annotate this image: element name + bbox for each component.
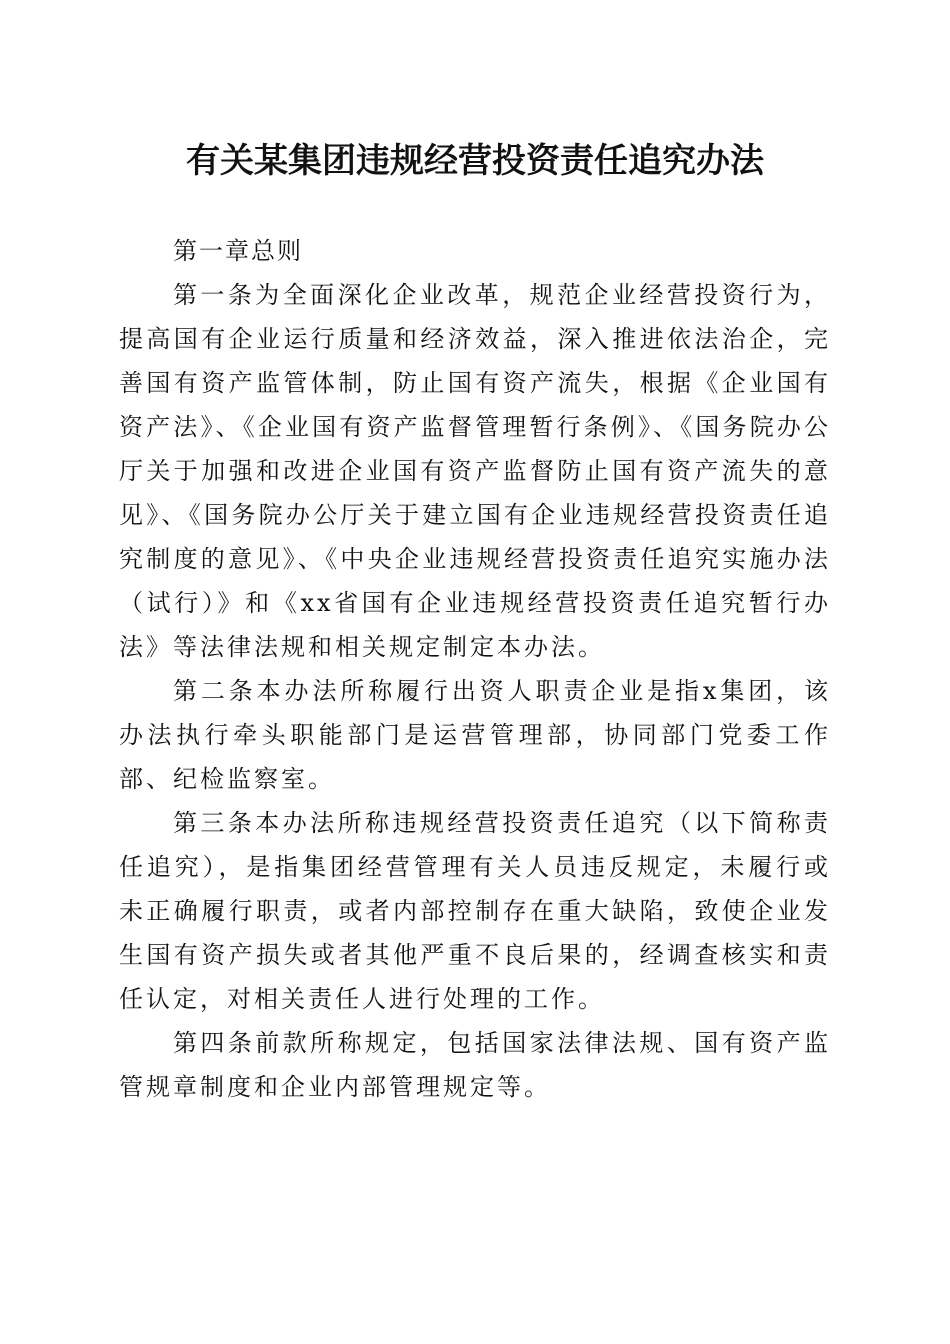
document-body (119, 229, 831, 1109)
article-3-paragraph: 第三条本办法所称违规经营投资责任追究（以下简称责任追究），是指集团经营管理有关人员违反规定，未履行或未正确履行职责，或者内部控制存在重大缺陷，致使企业发生国有资产损失或者其他严重不良后果的，经调查核实和责任认定，对相关责任人进行处理的工作。 (119, 809, 831, 1013)
document-title: 有关某集团违规经营投资责任追究办法 (186, 141, 764, 181)
article-4-paragraph: 第四条前款所称规定，包括国家法律法规、国有资产监管规章制度和企业内部管理规定等。 (119, 1029, 831, 1101)
article-2-paragraph: 第二条本办法所称履行出资人职责企业是指x集团，该办法执行牵头职能部门是运营管理部，协同部门党委工作部、纪检监察室。 (119, 677, 831, 793)
article-1-paragraph: 第一条为全面深化企业改革，规范企业经营投资行为，提高国有企业运行质量和经济效益，深入推进依法治企，完善国有资产监管体制，防止国有资产流失，根据《企业国有资产法》、《企业国有资产监督管理暂行条例》、《国务院办公厅关于加强和改进企业国有资产监督防止国有资产流失的意见》、《国务院办公厅关于建立国有企业违规经营投资责任追究制度的意见》、《中央企业违规经营投资责任追究实施办法（试行）》和《xx省国有企业违规经营投资责任追究暂行办法》等法律法规和相关规定制定本办法。 (119, 281, 831, 661)
chapter-heading: 第一章总则 (173, 237, 303, 265)
